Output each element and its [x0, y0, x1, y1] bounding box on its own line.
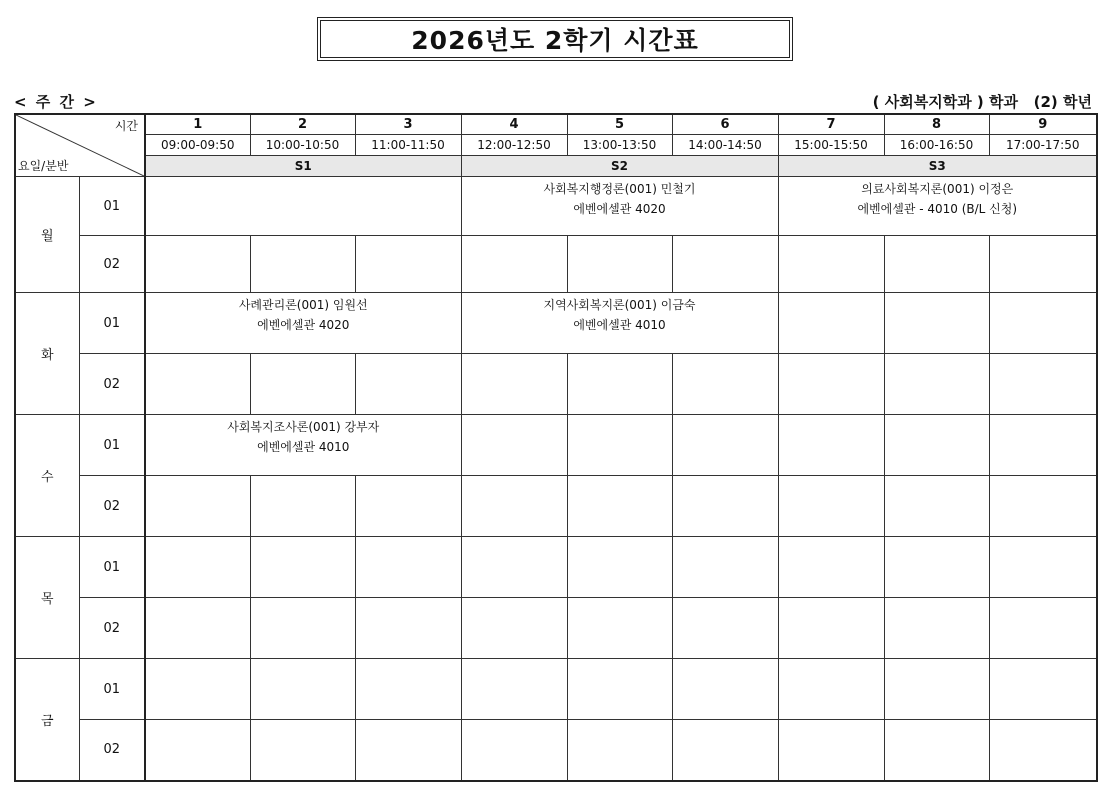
section-label: 02 — [79, 354, 145, 415]
slot-empty — [145, 177, 461, 236]
slot-empty — [672, 598, 778, 659]
slot-empty — [355, 537, 461, 598]
day-label-wed: 수 — [15, 415, 79, 537]
slot-empty — [778, 293, 884, 354]
slot-empty — [989, 236, 1097, 293]
course-title: 사회복지조사론(001) 강부자 — [227, 420, 380, 434]
slot-empty — [884, 476, 989, 537]
slot-empty — [355, 659, 461, 720]
slot-empty — [461, 354, 567, 415]
session-header-s2: S2 — [461, 156, 778, 177]
period-header: 4 — [461, 114, 567, 135]
slot-empty — [778, 659, 884, 720]
period-header: 5 — [567, 114, 672, 135]
slot-empty — [250, 236, 355, 293]
slot-empty — [250, 537, 355, 598]
course-room: 에벤에셀관 - 4010 (B/L 신청) — [857, 202, 1018, 216]
slot-empty — [989, 415, 1097, 476]
slot-empty — [778, 476, 884, 537]
slot-empty — [461, 659, 567, 720]
corner-header — [15, 114, 145, 177]
period-header: 6 — [672, 114, 778, 135]
slot-empty — [989, 476, 1097, 537]
time-header: 15:00-15:50 — [778, 135, 884, 156]
period-header: 8 — [884, 114, 989, 135]
slot-empty — [989, 354, 1097, 415]
slot-empty — [884, 720, 989, 781]
slot-empty — [461, 598, 567, 659]
slot-empty — [461, 415, 567, 476]
slot-empty — [884, 537, 989, 598]
day-label-thu: 목 — [15, 537, 79, 659]
slot-empty — [672, 415, 778, 476]
time-header: 11:00-11:50 — [355, 135, 461, 156]
section-label: 02 — [79, 598, 145, 659]
slot-empty — [250, 659, 355, 720]
slot-empty — [672, 537, 778, 598]
section-label: 01 — [79, 659, 145, 720]
course-cell — [461, 293, 778, 354]
slot-empty — [778, 537, 884, 598]
corner-time-label: 시간 — [114, 119, 138, 133]
slot-empty — [884, 236, 989, 293]
period-header: 7 — [778, 114, 884, 135]
slot-empty — [989, 537, 1097, 598]
slot-empty — [567, 476, 672, 537]
slot-empty — [145, 476, 250, 537]
slot-empty — [567, 537, 672, 598]
slot-empty — [461, 720, 567, 781]
slot-empty — [461, 476, 567, 537]
slot-empty — [989, 293, 1097, 354]
slot-empty — [145, 720, 250, 781]
timetable — [14, 113, 1098, 782]
section-label: 02 — [79, 236, 145, 293]
section-label: 01 — [79, 177, 145, 236]
day-label-fri: 금 — [15, 659, 79, 781]
period-header: 1 — [145, 114, 250, 135]
slot-empty — [778, 720, 884, 781]
course-cell — [461, 177, 778, 236]
course-title: 사회복지행정론(001) 민철기 — [543, 182, 696, 196]
slot-empty — [567, 598, 672, 659]
slot-empty — [884, 598, 989, 659]
time-header: 10:00-10:50 — [250, 135, 355, 156]
slot-empty — [989, 598, 1097, 659]
slot-empty — [989, 659, 1097, 720]
slot-empty — [567, 659, 672, 720]
time-header: 13:00-13:50 — [567, 135, 672, 156]
time-header: 09:00-09:50 — [145, 135, 250, 156]
slot-empty — [884, 293, 989, 354]
slot-empty — [567, 720, 672, 781]
slot-empty — [884, 354, 989, 415]
course-cell — [145, 293, 461, 354]
slot-empty — [250, 476, 355, 537]
course-title: 의료사회복지론(001) 이정은 — [861, 182, 1014, 196]
slot-empty — [567, 354, 672, 415]
course-cell — [145, 415, 461, 476]
slot-empty — [145, 236, 250, 293]
slot-empty — [461, 537, 567, 598]
week-label: < 주 간 > — [14, 93, 98, 111]
day-label-mon: 월 — [15, 177, 79, 293]
slot-empty — [250, 354, 355, 415]
time-header: 16:00-16:50 — [884, 135, 989, 156]
day-label-tue: 화 — [15, 293, 79, 415]
course-title: 지역사회복지론(001) 이금숙 — [543, 298, 696, 312]
course-room: 에벤에셀관 4010 — [257, 440, 350, 454]
slot-empty — [355, 354, 461, 415]
course-title: 사례관리론(001) 임원선 — [238, 298, 368, 312]
slot-empty — [355, 236, 461, 293]
period-header: 9 — [989, 114, 1097, 135]
slot-empty — [672, 659, 778, 720]
course-room: 에벤에셀관 4020 — [573, 202, 666, 216]
slot-empty — [250, 720, 355, 781]
section-label: 01 — [79, 415, 145, 476]
course-room: 에벤에셀관 4010 — [573, 318, 666, 332]
section-label: 02 — [79, 720, 145, 781]
slot-empty — [778, 236, 884, 293]
section-label: 01 — [79, 293, 145, 354]
section-label: 01 — [79, 537, 145, 598]
slot-empty — [355, 720, 461, 781]
session-header-s3: S3 — [778, 156, 1097, 177]
slot-empty — [567, 236, 672, 293]
slot-empty — [884, 415, 989, 476]
slot-empty — [989, 720, 1097, 781]
department-grade-label: ( 사회복지학과 ) 학과 (2) 학년 — [872, 93, 1092, 111]
slot-empty — [461, 236, 567, 293]
course-cell — [778, 177, 1097, 236]
time-header: 17:00-17:50 — [989, 135, 1097, 156]
slot-empty — [778, 598, 884, 659]
slot-empty — [145, 659, 250, 720]
slot-empty — [355, 476, 461, 537]
slot-empty — [145, 537, 250, 598]
time-header: 12:00-12:50 — [461, 135, 567, 156]
slot-empty — [567, 415, 672, 476]
slot-empty — [672, 354, 778, 415]
slot-empty — [672, 720, 778, 781]
slot-empty — [250, 598, 355, 659]
period-header: 3 — [355, 114, 461, 135]
corner-day-label: 요일/분반 — [18, 159, 69, 173]
page-title: 2026년도 2학기 시간표 — [320, 20, 790, 58]
slot-empty — [884, 659, 989, 720]
session-header-s1: S1 — [145, 156, 461, 177]
slot-empty — [778, 354, 884, 415]
slot-empty — [672, 236, 778, 293]
time-header: 14:00-14:50 — [672, 135, 778, 156]
section-label: 02 — [79, 476, 145, 537]
slot-empty — [145, 598, 250, 659]
slot-empty — [145, 354, 250, 415]
slot-empty — [672, 476, 778, 537]
slot-empty — [778, 415, 884, 476]
period-header: 2 — [250, 114, 355, 135]
title-box — [317, 17, 793, 61]
course-room: 에벤에셀관 4020 — [257, 318, 350, 332]
slot-empty — [355, 598, 461, 659]
